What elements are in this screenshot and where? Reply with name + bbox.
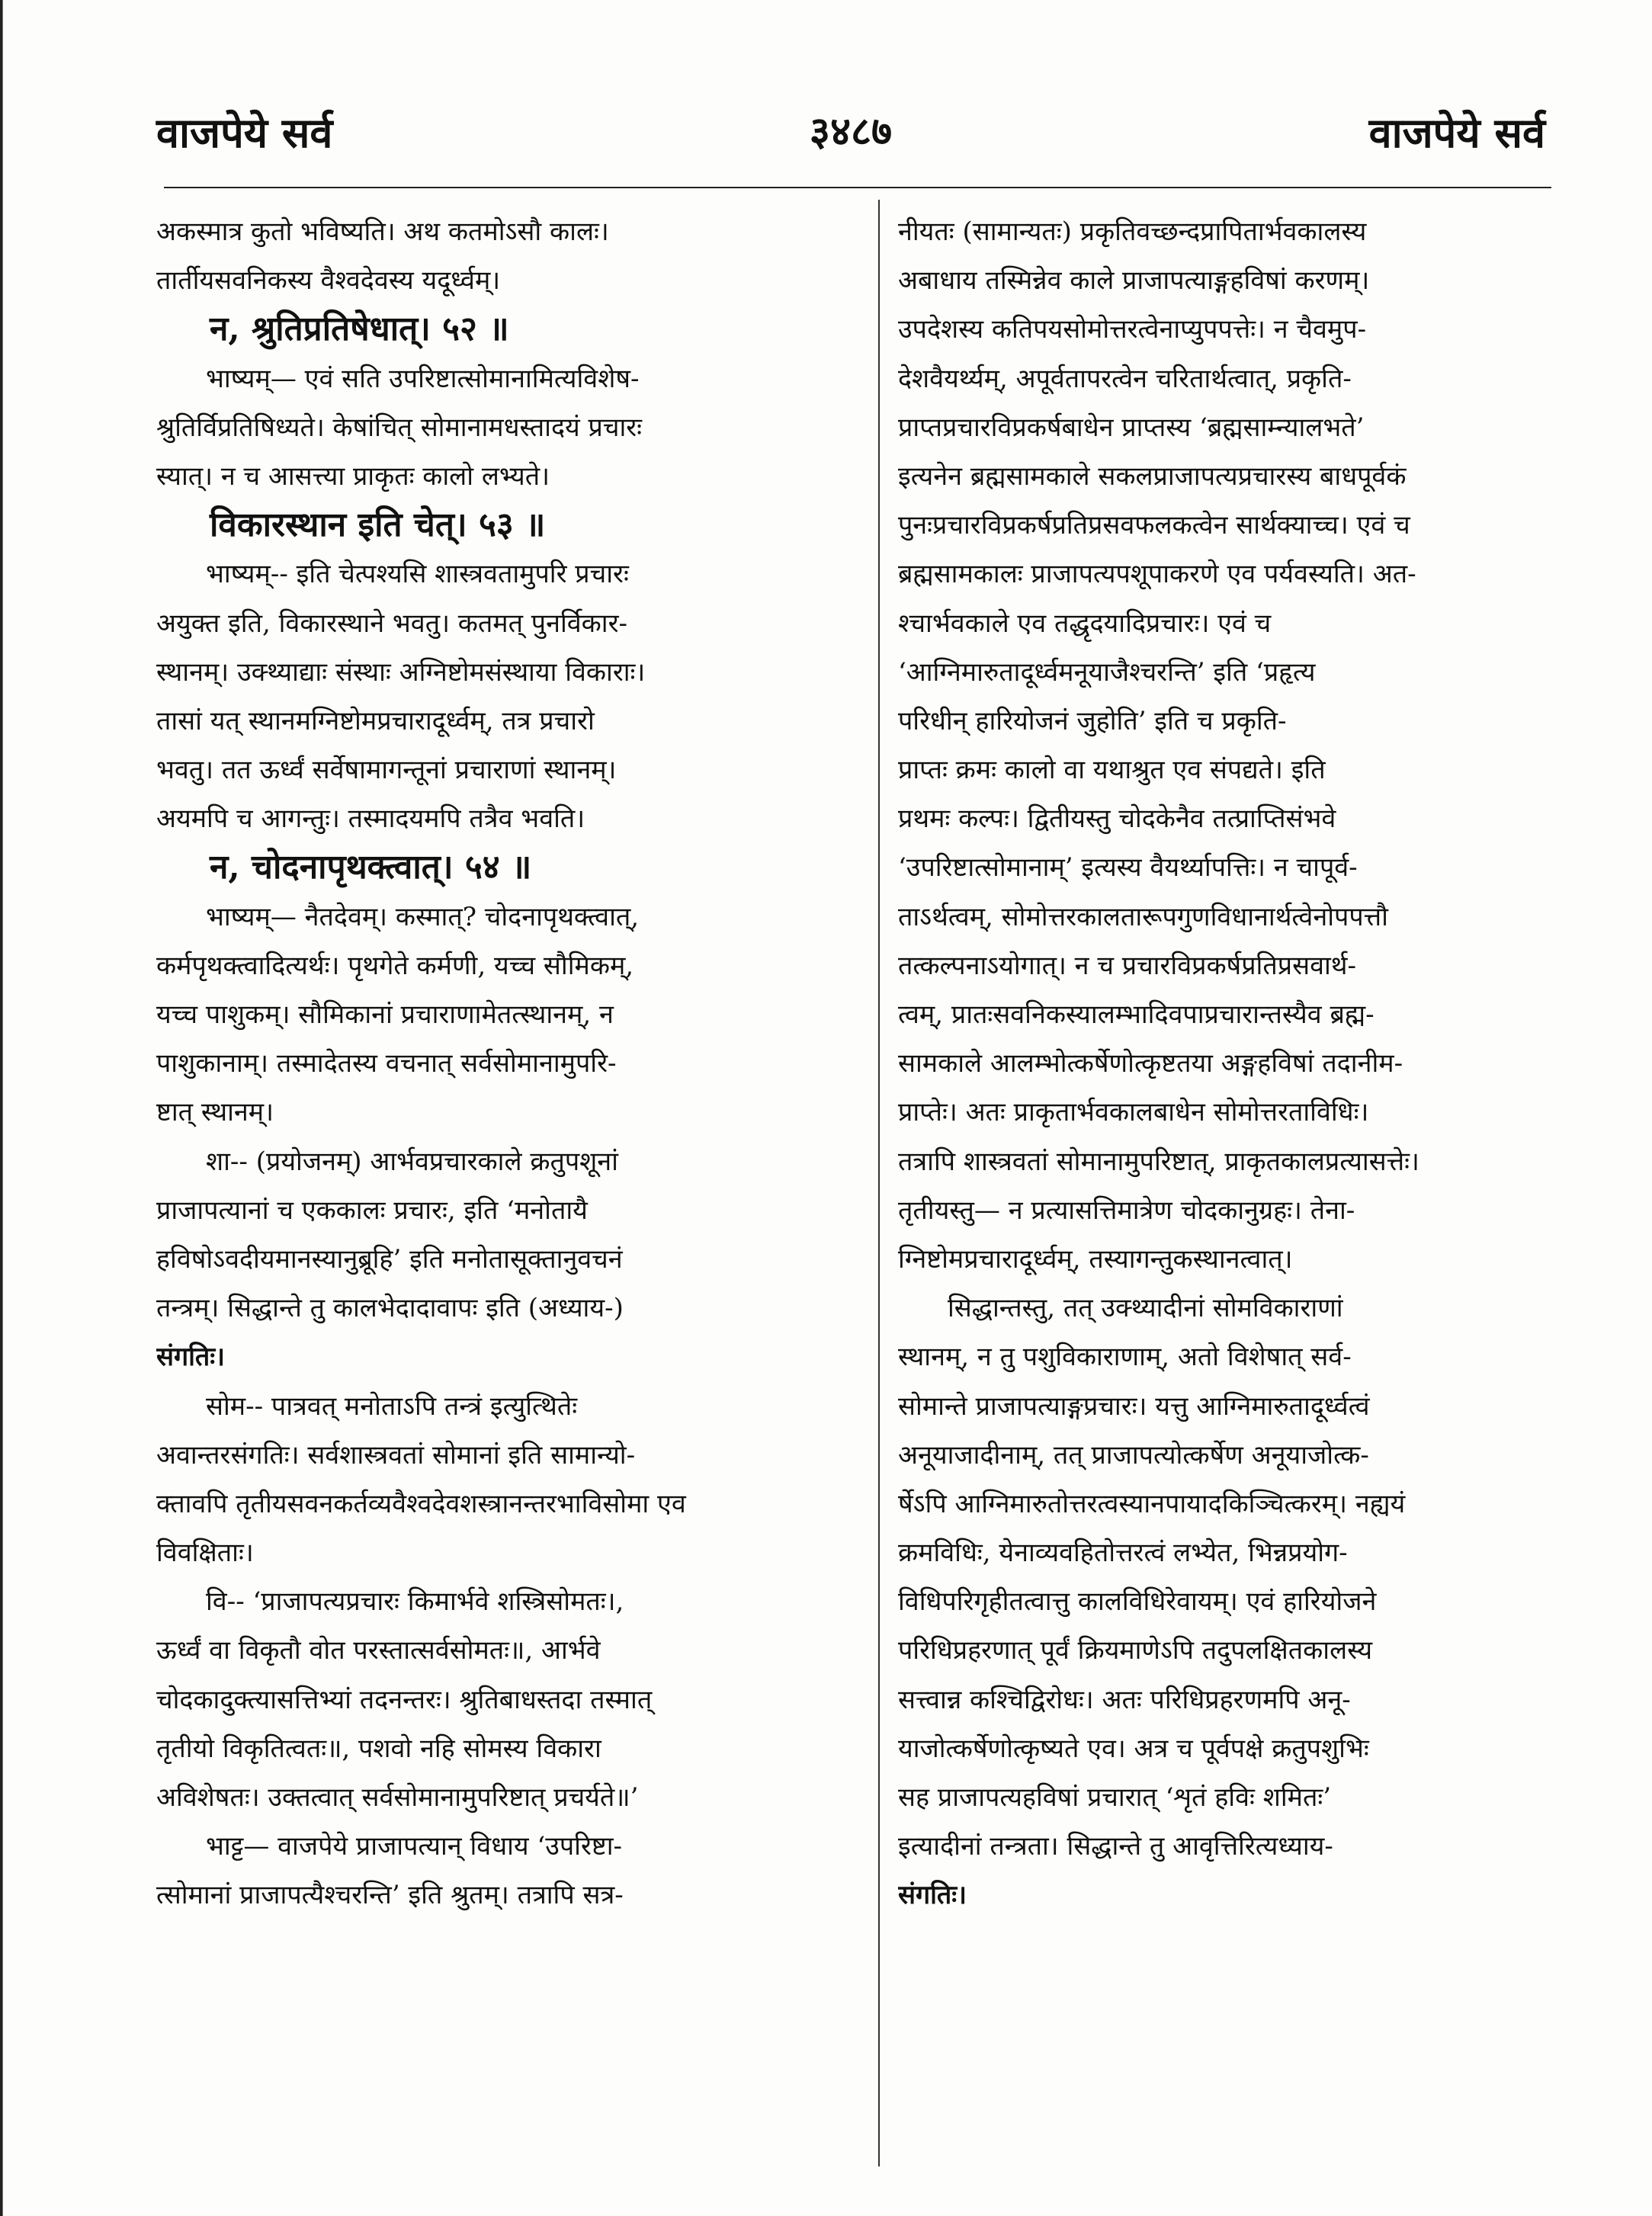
text-line: ग्निष्टोमप्रचारादूर्ध्वम्, तस्यागन्तुकस्थानत्वात्। [898, 1243, 1293, 1275]
sutra-heading: न, श्रुतिप्रतिषेधात्। ५२ ॥ [210, 309, 509, 349]
text-line: भाष्यम्— नैतदेवम्। कस्मात्? चोदनापृथक्त्वात्, [206, 901, 640, 932]
text-line: तन्त्रम्। सिद्धान्ते तु कालभेदादावापः इति (अध्याय-) [156, 1293, 624, 1324]
text-line: अवान्तरसंगतिः। सर्वशास्त्रवतां सोमानां इति सामान्यो- [156, 1439, 636, 1470]
scan-edge [0, 0, 8, 2216]
text-line: र्षेऽपि आग्निमारुतोत्तरत्वस्यानपायादकिञ्चित्करम्। नह्ययं [898, 1488, 1406, 1519]
sutra-heading: न, चोदनापृथक्त्वात्। ५४ ॥ [210, 848, 532, 887]
header-rule [164, 187, 1551, 188]
text-line: इत्यादीनां तन्त्रता। सिद्धान्ते तु आवृत्तिरित्यध्याय- [898, 1831, 1333, 1862]
text-line: अयमपि च आगन्तुः। तस्मादयमपि तत्रैव भवति। [156, 803, 585, 835]
header-right-title: वाजपेये सर्व [1368, 108, 1545, 157]
text-line: सह प्राजापत्यहविषां प्रचारात् ‘शृतं हविः शमितः’ [898, 1782, 1332, 1813]
text-line: नीयतः (सामान्यतः) प्रकृतिवच्छन्दप्रापितार्भवकालस्य [898, 216, 1367, 247]
text-line: अबाधाय तस्मिन्नेव काले प्राजापत्याङ्गहविषां करणम्। [898, 265, 1370, 297]
text-line: तृतीयो विकृतित्वतः॥, पशवो नहि सोमस्य विकारा [156, 1733, 601, 1764]
text-line: तत्कल्पनाऽयोगात्। न च प्रचारविप्रकर्षप्रतिप्रसवार्थ- [898, 950, 1356, 981]
text-line: स्यात्। न च आसत्त्या प्राकृतः कालो लभ्यते। [156, 460, 550, 492]
text-line: परिधिप्रहरणात् पूर्वं क्रियमाणेऽपि तदुपलक्षितकालस्य [898, 1635, 1373, 1666]
text-line: भाष्यम्— एवं सति उपरिष्टात्सोमानामित्यविशेष- [206, 363, 640, 394]
text-line: इत्यनेन ब्रह्मसामकाले सकलप्राजापत्यप्रचारस्य बाधपूर्वकं [898, 460, 1407, 492]
text-line: उपदेशस्य कतिपयसोमोत्तरत्वेनाप्युपपत्तेः। न चैवमुप- [898, 314, 1367, 345]
text-line: ऊर्ध्वं वा विकृतौ वोत परस्तात्सर्वसोमतः॥, आर्भवे [156, 1635, 601, 1666]
text-line: यच्च पाशुकम्। सौमिकानां प्रचाराणामेतत्स्थानम्, न [156, 999, 614, 1030]
page-header [156, 103, 1545, 164]
header-left-title: वाजपेये सर्व [156, 108, 333, 157]
text-line: तासां यत् स्थानमग्निष्टोमप्रचारादूर्ध्वम्, तत्र प्रचारो [156, 705, 595, 736]
text-line: सोमान्ते प्राजापत्याङ्गप्रचारः। यत्तु आग्निमारुतादूर्ध्वत्वं [898, 1390, 1370, 1422]
text-line: परिधीन् हारियोजनं जुहोति’ इति च प्रकृति- [898, 705, 1287, 736]
text-line: ब्रह्मसामकालः प्राजापत्यपशूपाकरणे एव पर्यवस्यति। अत- [898, 559, 1416, 590]
text-line: प्राप्तः क्रमः कालो वा यथाश्रुत एव संपद्यते। इति [898, 755, 1326, 786]
text-line: पाशुकानाम्। तस्मादेतस्य वचनात् सर्वसोमानामुपरि- [156, 1048, 617, 1079]
text-line: स्थानम्। उक्थ्याद्याः संस्थाः अग्निष्टोमसंस्थाया विकाराः। [156, 656, 646, 688]
text-line: अनूयाजादीनाम्, तत् प्राजापत्योत्कर्षेण अनूयाजोत्क- [898, 1439, 1369, 1470]
right-column [898, 207, 1561, 1920]
text-line: सामकाले आलम्भोत्कर्षेणोत्कृष्टतया अङ्गहविषां तदानीम- [898, 1048, 1403, 1079]
text-line: क्तावपि तृतीयसवनकर्तव्यवैश्वदेवशस्त्रानन्तरभाविसोमा एव [156, 1488, 686, 1519]
text-line: याजोत्कर्षेणोत्कृष्यते एव। अत्र च पूर्वपक्षे क्रतुपशुभिः [898, 1733, 1369, 1764]
text-line: प्रथमः कल्पः। द्वितीयस्तु चोदकेनैव तत्प्राप्तिसंभवे [898, 803, 1336, 835]
column-divider [878, 200, 880, 2166]
text-line: ष्टात् स्थानम्। [156, 1097, 274, 1128]
text-line: ताऽर्थत्वम्, सोमोत्तरकालतारूपगुणविधानार्थत्वेनोपपत्तौ [898, 901, 1388, 932]
text-line: चोदकादुक्त्यासत्तिभ्यां तदनन्तरः। श्रुतिबाधस्तदा तस्मात् [156, 1684, 653, 1715]
text-line: देशवैयर्थ्यम्, अपूर्वतापरत्वेन चरितार्थत्वात्, प्रकृति- [898, 363, 1352, 394]
text-line: शा-- (प्रयोजनम्) आर्भवप्रचारकाले क्रतुपशूनां [206, 1146, 618, 1177]
text-line: प्राप्तेः। अतः प्राकृतार्भवकालबाधेन सोमोत्तरताविधिः। [898, 1097, 1369, 1128]
sutra-heading: विकारस्थान इति चेत्। ५३ ॥ [210, 505, 546, 545]
text-line: हविषोऽवदीयमानस्यानुब्रूहि’ इति मनोतासूक्तानुवचनं [156, 1243, 623, 1275]
text-line: क्रमविधिः, येनाव्यवहितोत्तरत्वं लभ्येत, भिन्नप्रयोग- [898, 1538, 1348, 1569]
text-line: तार्तीयसवनिकस्य वैश्वदेवस्य यदूर्ध्वम्। [156, 265, 501, 297]
text-line: प्राजापत्यानां च एककालः प्रचारः, इति ‘मनोतायै [156, 1195, 588, 1226]
text-line: विधिपरिगृहीतत्वात्तु कालविधिरेवायम्। एवं हारियोजने [898, 1586, 1377, 1618]
text-line: त्सोमानां प्राजापत्यैश्चरन्ति’ इति श्रुतम्। तत्रापि सत्र- [156, 1880, 624, 1911]
text-line: विवक्षिताः। [156, 1538, 254, 1569]
text-line: कर्मपृथक्त्वादित्यर्थः। पृथगेते कर्मणी, यच्च सौमिकम्, [156, 950, 634, 981]
text-line: सिद्धान्तस्तु, तत् उक्थ्यादीनां सोमविकाराणां [948, 1293, 1343, 1324]
text-line: संगतिः। [156, 1342, 226, 1373]
text-line: भाट्ट— वाजपेये प्राजापत्यान् विधाय ‘उपरिष्टा- [206, 1831, 623, 1862]
left-column [156, 207, 854, 1920]
text-line: त्वम्, प्रातःसवनिकस्यालम्भादिवपाप्रचारान्तस्यैव ब्रह्म- [898, 999, 1375, 1030]
text-line: तत्रापि शास्त्रवतां सोमानामुपरिष्टात्, प्राकृतकालप्रत्यासत्तेः। [898, 1146, 1419, 1177]
text-line: भाष्यम्-- इति चेत्पश्यसि शास्त्रवतामुपरि प्रचारः [206, 559, 629, 590]
text-line: ‘आग्निमारुतादूर्ध्वमनूयाजैश्चरन्ति’ इति ‘प्रहृत्य [898, 656, 1316, 688]
text-line: सोम-- पात्रवत् मनोताऽपि तन्त्रं इत्युत्थितेः [206, 1390, 578, 1422]
text-line: ‘उपरिष्टात्सोमानाम्’ इत्यस्य वैयर्थ्यापत्तिः। न चापूर्व- [898, 852, 1358, 884]
text-line: अकस्मात्र कुतो भविष्यति। अथ कतमोऽसौ कालः। [156, 216, 609, 247]
text-line: अयुक्त इति, विकारस्थाने भवतु। कतमत् पुनर्विकार- [156, 608, 627, 639]
page-number: ३४८७ [809, 108, 893, 155]
text-line: श्चार्भवकाले एव तद्धृदयादिप्रचारः। एवं च [898, 608, 1272, 639]
text-line: सत्त्वान्न कश्चिद्विरोधः। अतः परिधिप्रहरणमपि अनू- [898, 1684, 1351, 1715]
text-line: वि-- ‘प्राजापत्यप्रचारः किमार्भवे शस्त्रिसोमतः।, [206, 1586, 624, 1618]
text-line: अविशेषतः। उक्तत्वात् सर्वसोमानामुपरिष्टात् प्रचर्यते॥’ [156, 1782, 639, 1813]
text-line: संगतिः। [898, 1880, 967, 1911]
text-line: प्राप्तप्रचारविप्रकर्षबाधेन प्राप्तस्य ‘ब्रह्मसाम्न्यालभते’ [898, 412, 1365, 443]
text-line: श्रुतिर्विप्रतिषिध्यते। केषांचित् सोमानामधस्तादयं प्रचारः [156, 412, 643, 443]
text-line: तृतीयस्तु— न प्रत्यासत्तिमात्रेण चोदकानुग्रहः। तेना- [898, 1195, 1355, 1226]
text-line: स्थानम्, न तु पशुविकाराणाम्, अतो विशेषात् सर्व- [898, 1342, 1352, 1373]
text-line: भवतु। तत ऊर्ध्वं सर्वेषामागन्तूनां प्रचाराणां स्थानम्। [156, 755, 617, 786]
text-line: पुनःप्रचारविप्रकर्षप्रतिप्रसवफलकत्वेन सार्थक्याच्च। एवं च [898, 510, 1410, 541]
